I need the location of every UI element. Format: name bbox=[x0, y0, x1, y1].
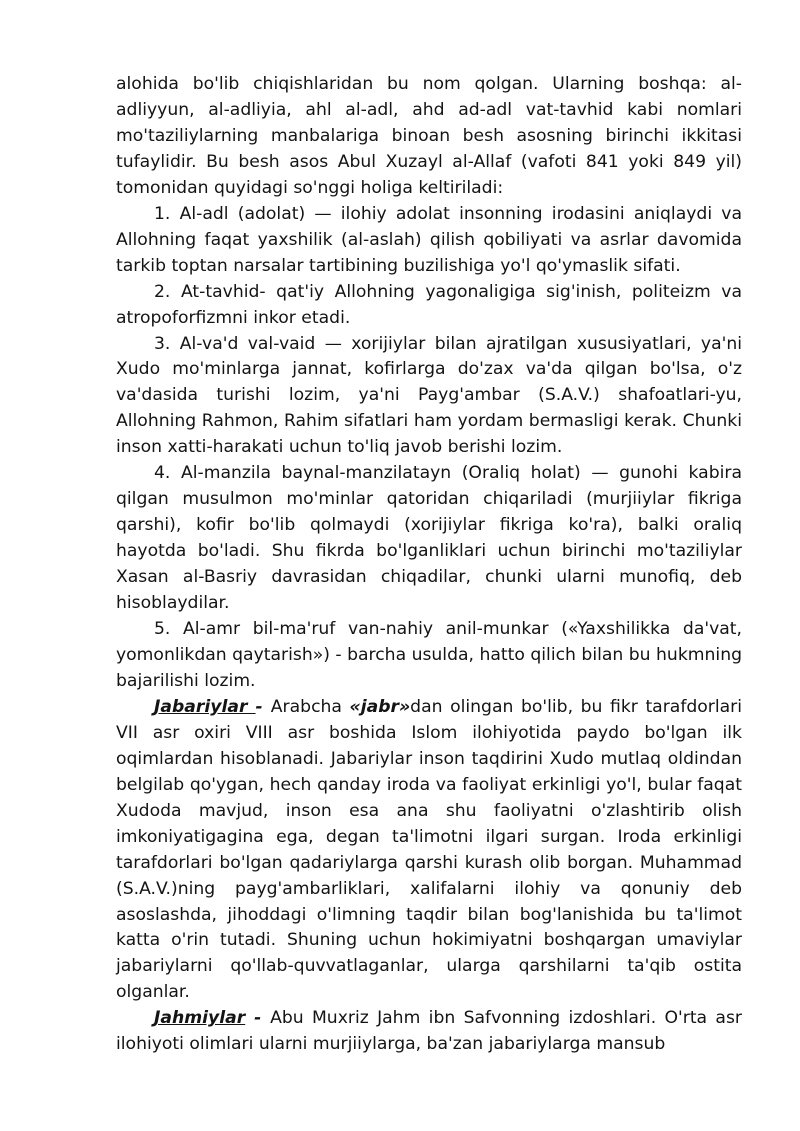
paragraph-item-3: 3. Al-va'd val-vaid — xorijiylar bilan ajratilgan xususiyatlari, ya'ni Xudo mo'minlarga jannat, kofirlarga do'zax va'da qilgan bo'lsa, o'z va'dasida turishi lozim, ya'ni Payg'ambar (S.A.V.) shafoatlari-yu, Allohning Rahmon, Rahim sifatlari ham yordam bermasligi kerak. Chunki inson xatti-harakati uchun to'liq javob berishi lozim. bbox=[116, 333, 742, 458]
paragraph-item-4: 4. Al-manzila baynal-manzilatayn (Oraliq holat) — gunohi kabira qilgan musulmon mo'minlar qatoridan chiqariladi (murjiiylar fikriga qarshi), kofir bo'lib qolmaydi (xorijiylar fikriga ko'ra), balki oraliq hayotda bo'ladi. Shu fikrda bo'lganliklari uchun birinchi mo'taziliylar Xasan al-Basriy davrasidan chiqadilar, chunki ularni munofiq, deb hisoblaydilar. bbox=[116, 463, 742, 614]
paragraph-jahmiylar bbox=[116, 1006, 742, 1058]
document-body bbox=[116, 72, 742, 1058]
paragraph-item-5: 5. Al-amr bil-ma'ruf van-nahiy anil-munkar («Yaxshilikka da'vat, yomonlikdan qaytarish») - barcha usulda, hatto qilich bilan bu hukmning bajarilishi lozim. bbox=[116, 619, 742, 691]
term-dash: - bbox=[255, 696, 271, 717]
term-jahmiylar: Jahmiylar bbox=[154, 1008, 246, 1029]
paragraph-intro: alohida bo'lib chiqishlaridan bu nom qolgan. Ularning boshqa: al-adliyyun, al-adliyia, ahl al-adl, ahd ad-adl vat-tavhid kabi nomlari mo'taziliylarning manbalariga binoan besh asosning birinchi ikkitasi tufaylidir. Bu besh asos Abul Xuzayl al-Allaf (vafoti 841 yoki 849 yil) tomonidan quyidagi so'nggi holiga keltiriladi: bbox=[116, 74, 742, 198]
paragraph-item-1: 1. Al-adl (adolat) — ilohiy adolat insonning irodasini aniqlaydi va Allohning faqat yaxshilik (al-aslah) qilish qobiliyati va asrlar davomida tarkib toptan narsalar tartibining buzilishiga yo'l qo'ymaslik sifati. bbox=[116, 203, 742, 276]
text-segment: Arabcha bbox=[270, 696, 350, 717]
paragraph-item-2: 2. At-tavhid- qat'iy Allohning yagonaligiga sig'inish, politeizm va atropoforfizmni inkor etadi. bbox=[116, 281, 742, 328]
text-segment: Abu Muxriz Jahm ibn Safvonning izdoshlari. O'rta asr ilohiyoti olimlari ularni murjiiylarga, ba'zan jabariylarga mansub bbox=[116, 1008, 742, 1055]
quoted-word-jabr: «jabr» bbox=[349, 696, 411, 717]
paragraph-jabariylar bbox=[116, 695, 742, 1006]
text-segment: dan olingan bo'lib, bu fikr tarafdorlari VII asr oxiri VIII asr boshida Islom ilohiyotida paydo bo'lgan ilk oqimlardan hisoblanadi. Jabariylar inson taqdirini Xudo mutlaq oldindan belgilab qo'ygan, hech qanday iroda va faoliyat erkinligi yo'l, bular faqat Xudoda mavjud, inson esa ana shu faoliyatni o'zlashtirib olish imkoniyatigagina ega, degan ta'limotni ilgari surgan. Iroda erkinligi tarafdorlari bo'lgan qadariylarga qarshi kurash olib borgan. Muhammad (S.A.V.)ning payg'ambarliklari, xalifalarni ilohiy va qonuniy deb asoslashda, jihoddagi o'limning taqdir bilan bog'lanishida bu ta'limot katta o'rin tutadi. Shuning uchun hokimiyatni boshqargan umaviylar jabariylarni qo'llab-quvvatlaganlar, ularga qarshilarni ta'qib ostita olganlar. bbox=[116, 696, 743, 1003]
term-jabariylar: Jabariylar bbox=[154, 696, 256, 717]
term-dash: - bbox=[245, 1008, 271, 1029]
